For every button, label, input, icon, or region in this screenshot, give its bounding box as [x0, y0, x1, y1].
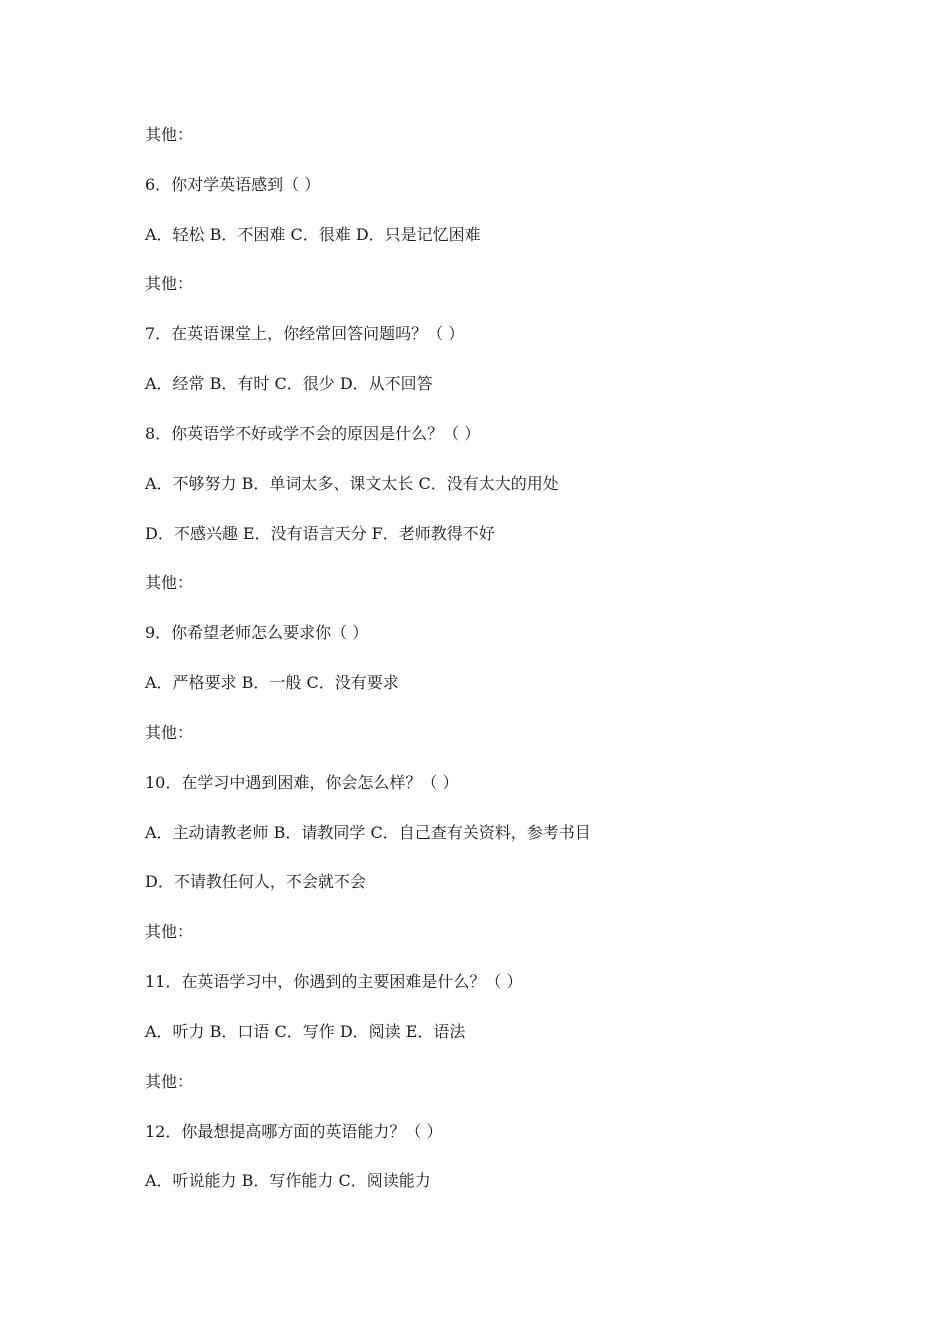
options-11: A．听力 B．口语 C．写作 D．阅读 E．语法: [145, 1021, 466, 1041]
questionnaire-body: [145, 122, 865, 1218]
options-8-part1: A．不够努力 B．单词太多、课文太长 C．没有太大的用处: [145, 473, 559, 493]
text-line: 其他：: [145, 922, 194, 942]
question-6: 6．你对学英语感到（ ）: [145, 174, 321, 194]
question-10: 10．在学习中遇到困难，你会怎么样？（ ）: [145, 772, 459, 792]
options-10-part1: A．主动请教老师 B．请教同学 C．自己查有关资料，参考书目: [145, 822, 591, 842]
options-7: A．经常 B．有时 C．很少 D．从不回答: [145, 374, 433, 394]
question-9: 9．你希望老师怎么要求你（ ）: [145, 623, 369, 643]
question-12: 12．你最想提高哪方面的英语能力？（ ）: [145, 1121, 443, 1141]
text-line: 其他：: [145, 274, 194, 294]
question-7: 7．在英语课堂上，你经常回答问题吗？（ ）: [145, 324, 465, 344]
text-line: 其他：: [145, 722, 194, 742]
text-line: 其他：: [145, 573, 194, 593]
options-10-part2: D．不请教任何人，不会就不会: [145, 872, 366, 892]
question-11: 11．在英语学习中，你遇到的主要困难是什么？（ ）: [145, 972, 523, 992]
options-9: A．严格要求 B．一般 C．没有要求: [145, 673, 399, 693]
options-8-part2: D．不感兴趣 E．没有语言天分 F．老师教得不好: [145, 523, 495, 543]
options-6: A．轻松 B．不困难 C．很难 D．只是记忆困难: [145, 224, 481, 244]
text-line: 其他：: [145, 1071, 194, 1091]
options-12: A．听说能力 B．写作能力 C．阅读能力: [145, 1171, 431, 1191]
question-8: 8．你英语学不好或学不会的原因是什么？（ ）: [145, 423, 481, 443]
text-line: 其他：: [145, 125, 194, 144]
